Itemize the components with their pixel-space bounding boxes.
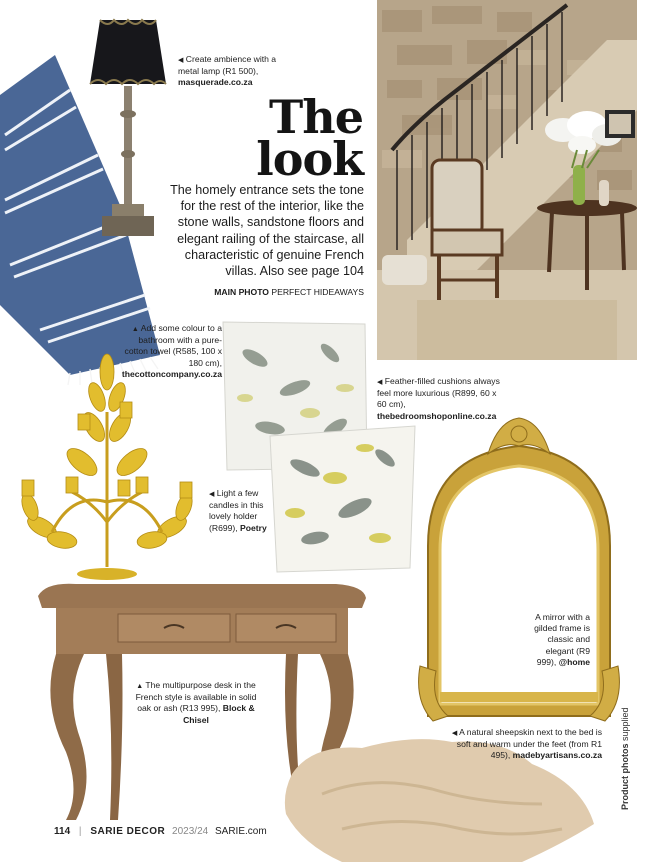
photo-credit-vertical [620, 707, 630, 810]
up-arrow-icon: ▲ [131, 326, 139, 333]
main-photo-illustration [377, 0, 637, 360]
left-arrow-icon: ◀ [209, 491, 215, 498]
caption-towel-text: Add some colour to a bathroom with a pure-cotton towel (R585, 100 x 180 cm), [124, 323, 222, 368]
page-title [256, 90, 363, 186]
candle-holder-illustration [12, 352, 202, 584]
left-arrow-icon: ◀ [451, 730, 458, 737]
caption-desk-text: The multipurpose desk in the French style is available in solid oak or ash (R13 995), [135, 680, 257, 714]
caption-mirror-text: A mirror with a gilded frame is classic and elegant (R9 999), [534, 612, 590, 667]
main-photo-credit [214, 287, 364, 297]
page-number: 114 [54, 826, 71, 837]
main-photo-label: MAIN PHOTO [214, 287, 269, 297]
title-line-2: look [256, 132, 363, 186]
caption-candles-text: Light a few candles in this lovely holder (R699), [209, 488, 264, 533]
caption-candles [209, 488, 267, 534]
caption-candles-shop: Poetry [240, 522, 267, 533]
caption-mirror-shop: @home [558, 656, 590, 667]
caption-cushions-text: Feather-filled cushions always feel more luxurious (R899, 60 x 60 cm), [377, 376, 500, 410]
page-footer [54, 826, 267, 837]
caption-cushions-shop: thebedroomshoponline.co.za [377, 410, 497, 421]
caption-sheepskin-shop: madebyartisans.co.za [512, 750, 602, 761]
footer-separator: | [78, 826, 82, 837]
website: SARIE.com [214, 826, 267, 837]
caption-desk-shop: Block & Chisel [183, 703, 255, 725]
photo-credit-rest: supplied [620, 707, 630, 741]
issue-year: 2023/24 [172, 826, 209, 837]
up-arrow-icon: ▲ [136, 683, 144, 690]
lead-paragraph: The homely entrance sets the tone for the rest of the interior, like the stone walls, sandstone floors and elegant railing of the staircase, all characteristic of genuine French villas. Also see page 104 [170, 183, 364, 279]
left-arrow-icon: ◀ [178, 57, 184, 64]
left-arrow-icon: ◀ [377, 379, 383, 386]
caption-sheepskin-text: A natural sheepskin next to the bed is soft and warm under the feet (from R1 495), [456, 727, 602, 761]
caption-lamp-shop: masquerade.co.za [178, 77, 253, 88]
caption-towel [120, 323, 222, 380]
caption-sheepskin [446, 727, 602, 762]
caption-towel-shop: thecottoncompany.co.za [121, 368, 222, 379]
mirror-illustration [418, 416, 620, 726]
title-line-1: The [269, 90, 363, 144]
caption-lamp-text: Create ambience with a metal lamp (R1 500), [178, 54, 277, 77]
magazine-brand: SARIE DECOR [90, 826, 166, 837]
caption-lamp [178, 54, 278, 89]
lamp-illustration [88, 14, 168, 242]
main-photo [377, 0, 637, 360]
caption-mirror [526, 612, 590, 668]
caption-cushions [377, 376, 503, 422]
photo-credit-bold: Product photos [620, 743, 630, 810]
main-photo-source: PERFECT HIDEAWAYS [271, 287, 364, 297]
caption-desk [132, 680, 260, 726]
cushions-illustration [215, 318, 420, 573]
